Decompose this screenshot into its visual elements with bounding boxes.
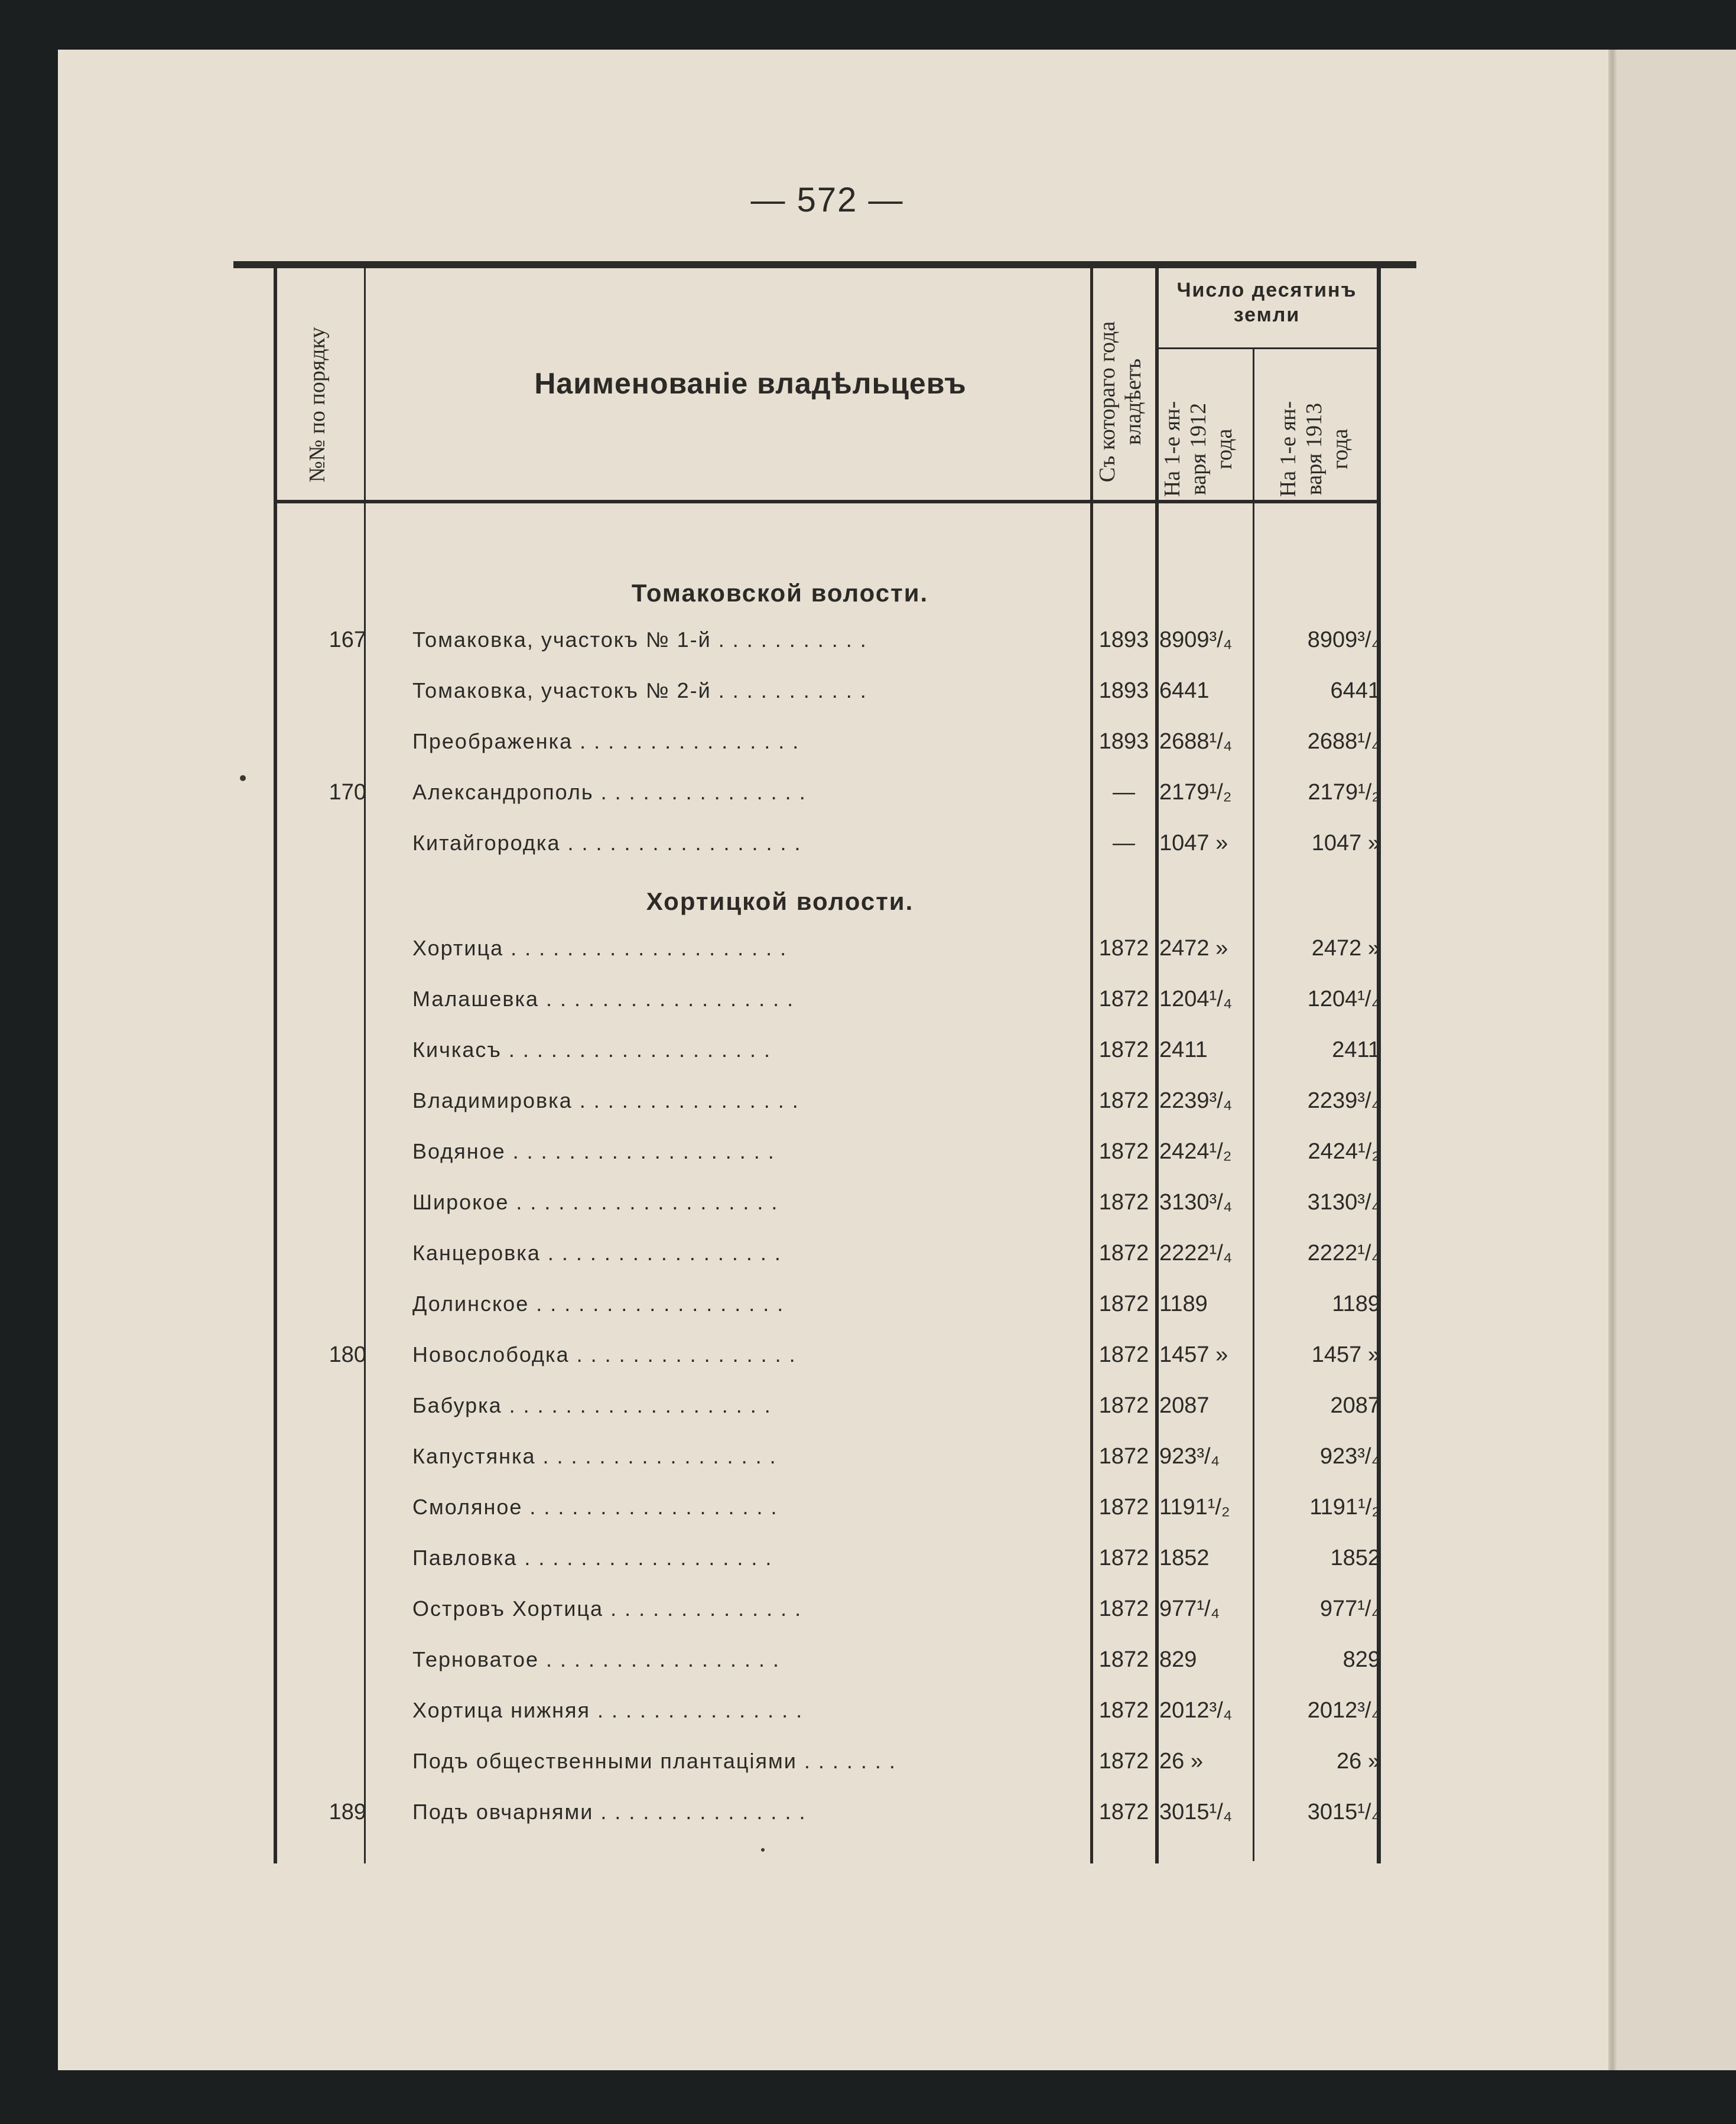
owner-name: Хортица нижняя . . . . . . . . . . . . . . . bbox=[412, 1698, 804, 1722]
owner-name: Терноватое . . . . . . . . . . . . . . . . . bbox=[412, 1647, 781, 1671]
owner-name: Павловка . . . . . . . . . . . . . . . . . . bbox=[412, 1546, 773, 1570]
desyatin-1912: 6441 bbox=[1159, 678, 1210, 703]
since-year: 1872 bbox=[1098, 987, 1149, 1011]
owner-name: Смоляное . . . . . . . . . . . . . . . . . . bbox=[412, 1495, 778, 1519]
since-year: 1893 bbox=[1098, 678, 1149, 703]
desyatin-1912: 8909³/₄ bbox=[1159, 627, 1233, 652]
since-year: — bbox=[1113, 831, 1135, 856]
row-number: 189 bbox=[329, 1800, 366, 1824]
row-number: 180 bbox=[329, 1342, 366, 1367]
desyatin-1913: 2411 bbox=[1332, 1037, 1380, 1062]
desyatin-1913: 2179¹/₂ bbox=[1308, 780, 1380, 805]
since-year: 1872 bbox=[1098, 1088, 1149, 1113]
table-row bbox=[0, 1749, 1736, 1784]
desyatin-1913: 2239³/₄ bbox=[1307, 1088, 1380, 1113]
owner-name: Долинское . . . . . . . . . . . . . . . . . . bbox=[412, 1292, 785, 1316]
since-year: 1872 bbox=[1098, 1749, 1149, 1774]
ink-speck bbox=[240, 775, 246, 781]
owner-name: Водяное . . . . . . . . . . . . . . . . . . . bbox=[412, 1139, 775, 1163]
since-year: 1872 bbox=[1098, 1444, 1149, 1469]
desyatin-1912: 1457 » bbox=[1159, 1342, 1228, 1367]
header-jan-1913: На 1-е ян- варя 1913 года bbox=[1276, 401, 1353, 497]
since-year: 1872 bbox=[1098, 936, 1149, 961]
desyatin-1912: 923³/₄ bbox=[1159, 1444, 1220, 1469]
owner-name: Островъ Хортица . . . . . . . . . . . . . . bbox=[412, 1596, 802, 1621]
owner-name: Владимировка . . . . . . . . . . . . . . . . bbox=[412, 1088, 799, 1113]
table-row bbox=[0, 1342, 1736, 1378]
table-row bbox=[0, 1139, 1736, 1175]
row-number: 167 bbox=[329, 627, 366, 652]
since-year: 1872 bbox=[1098, 1241, 1149, 1266]
table-row bbox=[0, 1647, 1736, 1683]
desyatin-1913: 829 bbox=[1342, 1647, 1380, 1672]
desyatin-1913: 1204¹/₄ bbox=[1307, 987, 1380, 1011]
table-row bbox=[0, 1037, 1736, 1073]
since-year: 1872 bbox=[1098, 1596, 1149, 1621]
desyatin-1912: 3015¹/₄ bbox=[1159, 1800, 1233, 1824]
since-year: 1872 bbox=[1098, 1139, 1149, 1164]
desyatin-1912: 26 » bbox=[1159, 1749, 1203, 1774]
table-row bbox=[0, 1596, 1736, 1632]
desyatin-1912: 2239³/₄ bbox=[1159, 1088, 1233, 1113]
header-row-number: №№ по порядку bbox=[305, 327, 330, 483]
table-row bbox=[0, 627, 1736, 663]
owner-name: Малашевка . . . . . . . . . . . . . . . . . . bbox=[412, 987, 795, 1011]
desyatin-1913: 3015¹/₄ bbox=[1307, 1800, 1380, 1824]
header-desyatin-group: Число десятинъ земли bbox=[1176, 279, 1357, 326]
desyatin-1912: 1191¹/₂ bbox=[1159, 1495, 1230, 1520]
owner-name: Канцеровка . . . . . . . . . . . . . . . . . bbox=[412, 1241, 782, 1265]
table-row bbox=[0, 1444, 1736, 1479]
owner-name: Подъ овчарнями . . . . . . . . . . . . . . . bbox=[412, 1800, 807, 1824]
table-row bbox=[0, 1088, 1736, 1124]
table-row bbox=[0, 987, 1736, 1022]
desyatin-1913: 2424¹/₂ bbox=[1308, 1139, 1380, 1164]
desyatin-1913: 1457 » bbox=[1311, 1342, 1380, 1367]
table-row bbox=[0, 780, 1736, 815]
table-row bbox=[0, 1393, 1736, 1429]
table-row bbox=[0, 831, 1736, 866]
desyatin-1913: 2087 bbox=[1330, 1393, 1380, 1418]
section-title: Томаковской волости. bbox=[631, 579, 929, 607]
desyatin-1913: 3130³/₄ bbox=[1307, 1190, 1380, 1215]
desyatin-1912: 829 bbox=[1159, 1647, 1197, 1672]
since-year: — bbox=[1113, 780, 1135, 805]
owner-name: Широкое . . . . . . . . . . . . . . . . . . . bbox=[412, 1190, 779, 1214]
table-row bbox=[0, 678, 1736, 714]
table-row bbox=[0, 1800, 1736, 1835]
ink-speck bbox=[761, 1848, 765, 1852]
owner-name: Подъ общественными плантаціями . . . . . . . bbox=[412, 1749, 896, 1773]
table-row bbox=[0, 936, 1736, 971]
since-year: 1872 bbox=[1098, 1698, 1149, 1723]
since-year: 1893 bbox=[1098, 627, 1149, 652]
table-row bbox=[0, 1190, 1736, 1225]
page-number: — 572 — bbox=[750, 181, 904, 219]
desyatin-1913: 1047 » bbox=[1311, 831, 1380, 856]
desyatin-1913: 2472 » bbox=[1311, 936, 1380, 961]
table-row bbox=[0, 1241, 1736, 1276]
since-year: 1893 bbox=[1098, 729, 1149, 754]
table-top-rule bbox=[233, 261, 1416, 268]
owner-name: Китайгородка . . . . . . . . . . . . . . . . . bbox=[412, 831, 802, 855]
desyatin-1912: 2411 bbox=[1159, 1037, 1208, 1062]
desyatin-1913: 2688¹/₄ bbox=[1307, 729, 1380, 754]
desyatin-1912: 977¹/₄ bbox=[1159, 1596, 1220, 1621]
desyatin-1912: 2087 bbox=[1159, 1393, 1210, 1418]
desyatin-1913: 2012³/₄ bbox=[1307, 1698, 1380, 1723]
desyatin-1913: 1852 bbox=[1330, 1546, 1380, 1570]
owner-name: Бабурка . . . . . . . . . . . . . . . . . . . bbox=[412, 1393, 772, 1417]
desyatin-1912: 1204¹/₄ bbox=[1159, 987, 1233, 1011]
since-year: 1872 bbox=[1098, 1190, 1149, 1215]
desyatin-1912: 2688¹/₄ bbox=[1159, 729, 1233, 754]
header-jan-1912: На 1-е ян- варя 1912 года bbox=[1160, 401, 1237, 497]
since-year: 1872 bbox=[1098, 1393, 1149, 1418]
desyatin-1912: 1047 » bbox=[1159, 831, 1228, 856]
desyatin-1912: 2179¹/₂ bbox=[1159, 780, 1232, 805]
owner-name: Александрополь . . . . . . . . . . . . . . . bbox=[412, 780, 807, 804]
desyatin-1913: 1189 bbox=[1332, 1292, 1380, 1316]
since-year: 1872 bbox=[1098, 1037, 1149, 1062]
since-year: 1872 bbox=[1098, 1495, 1149, 1520]
desyatin-1913: 2222¹/₄ bbox=[1307, 1241, 1380, 1266]
header-owner-name: Наименованіе владѣльцевъ bbox=[534, 367, 967, 400]
since-year: 1872 bbox=[1098, 1546, 1149, 1570]
since-year: 1872 bbox=[1098, 1647, 1149, 1672]
owner-name: Томаковка, участокъ № 2-й . . . . . . . . . . . bbox=[412, 678, 867, 702]
row-number: 170 bbox=[329, 780, 366, 805]
owner-name: Преображенка . . . . . . . . . . . . . . . . bbox=[412, 729, 800, 753]
desyatin-1913: 6441 bbox=[1330, 678, 1380, 703]
desyatin-1912: 2472 » bbox=[1159, 936, 1228, 961]
desyatin-1912: 2424¹/₂ bbox=[1159, 1139, 1232, 1164]
desyatin-1913: 923³/₄ bbox=[1319, 1444, 1380, 1469]
since-year: 1872 bbox=[1098, 1800, 1149, 1824]
owner-name: Кичкасъ . . . . . . . . . . . . . . . . . . . bbox=[412, 1037, 771, 1062]
owner-name: Томаковка, участокъ № 1-й . . . . . . . . . . . bbox=[412, 627, 867, 652]
desyatin-1912: 2222¹/₄ bbox=[1159, 1241, 1233, 1266]
desyatin-1912: 2012³/₄ bbox=[1159, 1698, 1233, 1723]
header-since-year: Съ котораго года владѣетъ bbox=[1095, 321, 1146, 483]
desyatin-1913: 8909³/₄ bbox=[1307, 627, 1380, 652]
owner-name: Капустянка . . . . . . . . . . . . . . . . . bbox=[412, 1444, 777, 1468]
table-row bbox=[0, 1546, 1736, 1581]
table-row bbox=[0, 729, 1736, 765]
table-row bbox=[0, 1495, 1736, 1530]
desyatin-1913: 1191¹/₂ bbox=[1309, 1495, 1380, 1520]
section-title: Хортицкой волости. bbox=[646, 887, 914, 915]
group-header-rule bbox=[1157, 347, 1377, 349]
desyatin-1912: 1852 bbox=[1159, 1546, 1210, 1570]
desyatin-1913: 26 » bbox=[1337, 1749, 1380, 1774]
table-row bbox=[0, 1698, 1736, 1733]
table-row bbox=[0, 1292, 1736, 1327]
desyatin-1912: 3130³/₄ bbox=[1159, 1190, 1233, 1215]
desyatin-1913: 977¹/₄ bbox=[1319, 1596, 1380, 1621]
owner-name: Новослободка . . . . . . . . . . . . . . . . bbox=[412, 1342, 797, 1367]
owner-name: Хортица . . . . . . . . . . . . . . . . . . . . bbox=[412, 936, 788, 960]
since-year: 1872 bbox=[1098, 1342, 1149, 1367]
since-year: 1872 bbox=[1098, 1292, 1149, 1316]
desyatin-1912: 1189 bbox=[1159, 1292, 1208, 1316]
